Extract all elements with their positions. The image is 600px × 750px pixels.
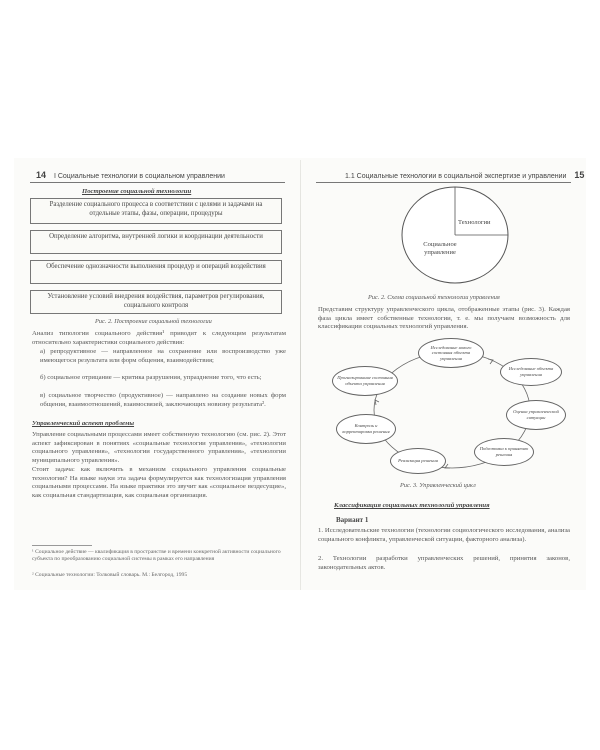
list-item-a: а) репродуктивное — направленное на сохранение или воспроизводство уже имеющегося результата или форм общения, взаимодействия; (40, 348, 286, 364)
cycle-node-6: Контроль и корректировка решения (336, 414, 396, 444)
process-box-1: Разделение социального процесса в соответствии с целями и задачами на отдельные этапы, фазы, операции, процедуры (30, 198, 282, 224)
cycle-node-7: Прогнозирование состояния объекта управления (332, 366, 398, 396)
cycle-node-4: Подготовка к принятию решения (474, 438, 534, 466)
list-item-c: в) социальное творчество (продуктивное) — направлено на создание новых форм общения, взаимоотношений, взаимосвязей, заключающих новизну результата². (40, 392, 286, 408)
list-item-b: б) социальное отрицание — критика разрушения, упразднение того, что есть; (40, 374, 262, 381)
cycle-node-5: Реализация решения (390, 448, 446, 474)
pie-label-technologies: Технологии (458, 219, 491, 226)
right-page-number: 15 (574, 170, 585, 180)
cycle-caption: Рис. 3. Управленческий цикл (400, 482, 476, 489)
footnote-1: ¹ Социальное действие — квалификация в пространстве и времени конкретной активности социального субъекта по преобразованию социальной системы в рамках его направления (32, 549, 281, 563)
cycle-arrow-3 (445, 464, 450, 468)
process-box-2: Определение алгоритма, внутренней логики и координации деятельности (30, 230, 282, 254)
left-subheading: Управленческий аспект проблемы (32, 420, 135, 427)
left-paragraph-1: Анализ типологии социального действия¹ приводит к следующим результатам относительно характеристики социального действия: (32, 330, 286, 346)
cycle-node-1: Исследование нового состояния объекта управления (418, 338, 484, 368)
cycle-node-2: Исследование объекта управления (500, 358, 562, 386)
right-paragraph-1: Представим структуру управленческого цикла, отображенные этапы (рис. 3). Каждая фаза цикла имеет собственные технологии, т. е. мы получаем возможность для классификации социальных технологий управления. (318, 306, 570, 331)
right-page-header (345, 170, 584, 180)
left-page-header (36, 170, 225, 180)
left-figure-title: Построение социальной технологии (82, 188, 192, 195)
left-page-number: 14 (36, 170, 47, 180)
variant-item-1: 1. Исследовательские технологии (технологии социологического исследования, анализа социального конфликта, управленческой ситуации, факторного анализа). (318, 527, 570, 543)
pie-label-management: Социальное управление (423, 241, 457, 256)
process-box-4: Установление условий внедрения воздействия, параметров регулирования, социального контроля (30, 290, 282, 314)
left-paragraph-2: Управление социальными процессами имеет собственную технологию (см. рис. 2). Этот аспект зафиксирован в понятиях «социальные технологии управления», «технологии социального управления», «технологии государственного управления», «технологии муниципального управления». (32, 431, 286, 464)
variant-item-2: 2. Технологии разработки управленческих решений, принятия законов, законодательных актов. (318, 555, 570, 571)
left-paragraph-3: Стоит задача: как включить в механизм социального управления социальные технологии? На языке науки эта задача формулируется как технологизация управления социальными процессами. На языке практики это звучит как «социальное вездесущие», как социальная стандартизация, как социальная организация. (32, 466, 286, 499)
left-figure-caption: Рис. 2. Построение социальной технологии (95, 318, 212, 325)
process-box-3: Обеспечение однозначности выполнения процедур и операций воздействия (30, 260, 282, 284)
footnote-2: ² Социальные технологии: Толковый словарь. М.: Белгород, 1995 (32, 572, 188, 578)
right-running-header: 1.1 Социальные технологии в социальной экспертизе и управлении (345, 173, 567, 180)
classification-heading: Классификация социальных технологий управления (334, 502, 490, 509)
left-running-header: I Социальные технологии в социальном управлении (53, 173, 225, 180)
cycle-arrow-1 (488, 359, 493, 364)
footnote-rule (32, 545, 92, 546)
cycle-arrow-4 (375, 400, 379, 405)
page-fold (300, 160, 301, 590)
cycle-node-3: Оценка управленческой ситуации (506, 400, 566, 430)
pie-chart (400, 185, 510, 290)
left-header-rule (30, 182, 285, 183)
variant-label: Вариант 1 (336, 516, 369, 524)
pie-caption: Рис. 2. Схема социальной технологии управления (368, 294, 500, 301)
right-header-rule (316, 182, 571, 183)
